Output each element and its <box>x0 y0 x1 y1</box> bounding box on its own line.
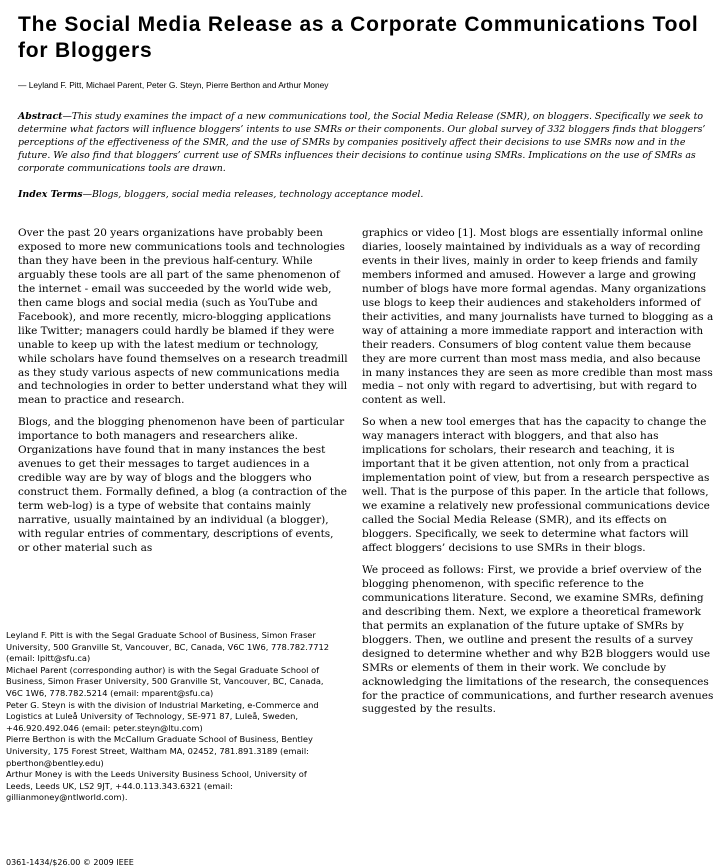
author-line: — Leyland F. Pitt, Michael Parent, Peter G. Steyn, Pierre Berthon and Arthur Money <box>18 80 329 90</box>
body-column-left <box>18 227 348 556</box>
body-paragraph: graphics or video [1]. Most blogs are essentially informal online diaries, loosely maintained by individuals as a way of recording events in their lives, mainly in order to keep friends and family members informed and amused. However a large and growing number of blogs have more formal agendas. Many organizations use blogs to keep their audiences and stakeholders informed of their activities, and many journalists have turned to blogging as a way of attaining a more immediate rapport and interaction with their readers. Consumers of blog content value them because they are more current than most mass media, and also because in many instances they are seen as more credible than most mass media – not only with regard to advertising, but with regard to content as well. <box>362 227 714 407</box>
copyright-line: 0361-1434/$26.00 © 2009 IEEE <box>6 858 134 867</box>
body-paragraph: Blogs, and the blogging phenomenon have been of particular importance to both managers and researchers alike. Organizations have found that in many instances the best avenues to get their messages to target audiences in a credible way are by way of blogs and the bloggers who construct them. Formally defined, a blog (a contraction of the term web-log) is a type of website that contains mainly narrative, usually maintained by an individual (a blogger), with regular entries of commentary, descriptions of events, or other material such as <box>18 416 348 554</box>
author-footnotes <box>6 630 336 804</box>
footnote: Peter G. Steyn is with the division of Industrial Marketing, e-Commerce and Logistics at Luleå University of Technology, SE-971 87, Luleå, Sweden, +46.920.492.046 (email: peter.steyn@ltu.com) <box>6 699 319 733</box>
index-terms-text: —Blogs, bloggers, social media releases, technology acceptance model. <box>82 189 424 200</box>
footnote: Michael Parent (corresponding author) is with the Segal Graduate School of Business, Simon Fraser University, 500 Granville St, Vancouver, BC, Canada, V6C 1W6, 778.782.5214 (email: mparent@sfu.ca) <box>6 664 324 698</box>
abstract-text: —This study examines the impact of a new communications tool, the Social Media Release (SMR), on bloggers. Specifically we seek to determine what factors will influence bloggers’ intents to use SMRs or their components. Our global survey of 332 bloggers finds that bloggers’ perceptions of the effectiveness of the SMR, and the use of SMRs by companies positively affect their decisions to use SMRs now and in the future. We also find that bloggers’ current use of SMRs influences their decisions to continue using SMRs. Implications on the use of SMRs as corporate communications tools are drawn. <box>18 111 706 174</box>
body-paragraph: Over the past 20 years organizations have probably been exposed to more new communications tools and technologies than they have been in the previous half-century. While arguably these tools are all part of the same phenomenon of the internet - email was succeeded by the world wide web, then came blogs and social media (such as YouTube and Facebook), and more recently, micro-blogging applications like Twitter; managers could hardly be blamed if they were unable to keep up with the latest medium or technology, while scholars have found themselves on a research treadmill as they study various aspects of new communications media and technologies in order to better understand what they will mean to practice and research. <box>18 227 348 407</box>
index-terms-label: Index Terms <box>18 189 83 200</box>
paper-title: The Social Media Release as a Corporate Communications Tool for Bloggers <box>18 13 699 62</box>
footnote: Arthur Money is with the Leeds University Business School, University of Leeds, Leeds UK, LS2 9JT, +44.0.113.343.6321 (email: gillianmoney@ntlworld.com). <box>6 769 307 803</box>
index-terms <box>18 188 708 201</box>
body-paragraph: So when a new tool emerges that has the capacity to change the way managers interact with bloggers, and that also has implications for scholars, their research and teaching, it is important that it be given attention, not only from a practical implementation point of view, but from a research perspective as well. That is the purpose of this paper. In the article that follows, we examine a relatively new professional communications device called the Social Media Release (SMR), and its effects on bloggers. Specifically, we seek to determine what factors will affect bloggers’ decisions to use SMRs in their blogs. <box>362 416 710 554</box>
body-paragraph: We proceed as follows: First, we provide a brief overview of the blogging phenomenon, with specific reference to the communications literature. Second, we examine SMRs, defining and describing them. Next, we explore a theoretical framework that permits an explanation of the future uptake of SMRs by bloggers. Then, we outline and present the results of a survey designed to determine whether and why B2B bloggers would use SMRs or elements of them in their work. We conclude by acknowledging the limitations of the research, the consequences for the practice of communications, and further research avenues suggested by the results. <box>362 563 714 716</box>
body-column-right <box>362 227 714 717</box>
footnote: Pierre Berthon is with the McCallum Graduate School of Business, Bentley University, 175 Forest Street, Waltham MA, 02452, 781.891.3189 (email: pberthon@bentley.edu) <box>6 734 313 768</box>
footnote: Leyland F. Pitt is with the Segal Graduate School of Business, Simon Fraser University, 500 Granville St, Vancouver, BC, Canada, V6C 1W6, 778.782.7712 (email: lpitt@sfu.ca) <box>6 630 330 664</box>
abstract-label: Abstract <box>18 111 63 122</box>
abstract <box>18 110 708 175</box>
